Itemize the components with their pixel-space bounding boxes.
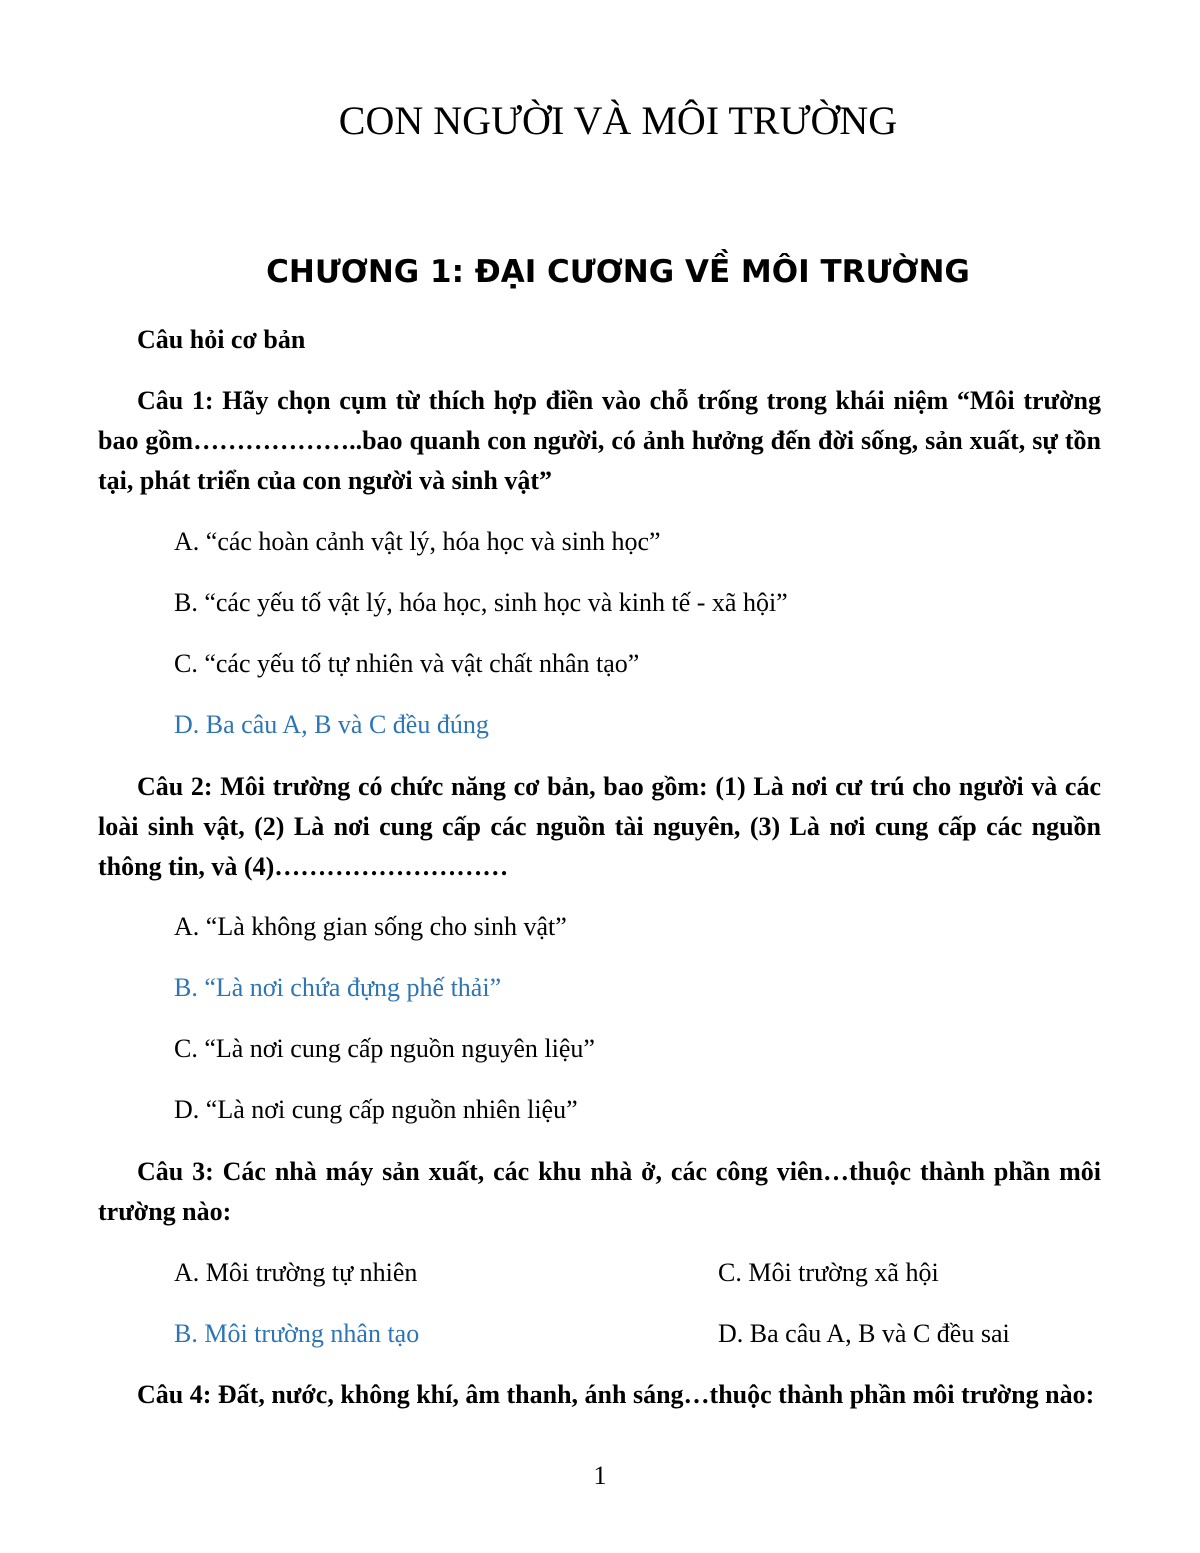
question-3-option-c: C. Môi trường xã hội: [718, 1258, 939, 1287]
question-2-option-a: A. “Là không gian sống cho sinh vật”: [174, 912, 567, 941]
question-3-option-a: A. Môi trường tự nhiên: [174, 1258, 418, 1287]
chapter-heading: CHƯƠNG 1: ĐẠI CƯƠNG VỀ MÔI TRƯỜNG: [266, 254, 970, 290]
question-1-option-d-correct: D. Ba câu A, B và C đều đúng: [174, 710, 489, 739]
question-4: Câu 4: Đất, nước, không khí, âm thanh, ánh sáng…thuộc thành phần môi trường nào:: [137, 1380, 1095, 1409]
question-1-option-b: B. “các yếu tố vật lý, hóa học, sinh học và kinh tế - xã hội”: [174, 588, 788, 617]
question-3-option-b-correct: B. Môi trường nhân tạo: [174, 1319, 420, 1348]
question-1-option-c: C. “các yếu tố tự nhiên và vật chất nhân tạo”: [174, 649, 640, 678]
question-2: Câu 2: Môi trường có chức năng cơ bản, bao gồm: (1) Là nơi cư trú cho người và các loài sinh vật, (2) Là nơi cung cấp các nguồn tài nguyên, (3) Là nơi cung cấp các nguồn thông tin, và (4)………………………: [98, 772, 1101, 881]
question-2-option-d: D. “Là nơi cung cấp nguồn nhiên liệu”: [174, 1095, 578, 1124]
question-2-option-b-correct: B. “Là nơi chứa đựng phế thải”: [174, 973, 502, 1002]
section-heading: Câu hỏi cơ bản: [137, 325, 306, 354]
question-1-option-a: A. “các hoàn cảnh vật lý, hóa học và sinh học”: [174, 527, 661, 556]
document-title: CON NGƯỜI VÀ MÔI TRƯỜNG: [338, 98, 898, 143]
question-2-option-c: C. “Là nơi cung cấp nguồn nguyên liệu”: [174, 1034, 595, 1063]
question-3: Câu 3: Các nhà máy sản xuất, các khu nhà ở, các công viên…thuộc thành phần môi trường nào:: [98, 1157, 1101, 1226]
page-number: 1: [593, 1461, 607, 1490]
question-3-option-d: D. Ba câu A, B và C đều sai: [718, 1319, 1010, 1348]
question-1: Câu 1: Hãy chọn cụm từ thích hợp điền vào chỗ trống trong khái niệm “Môi trường bao gồm………………..bao quanh con người, có ảnh hưởng đến đời sống, sản xuất, sự tồn tại, phát triển của con người và sinh vật”: [98, 386, 1101, 495]
